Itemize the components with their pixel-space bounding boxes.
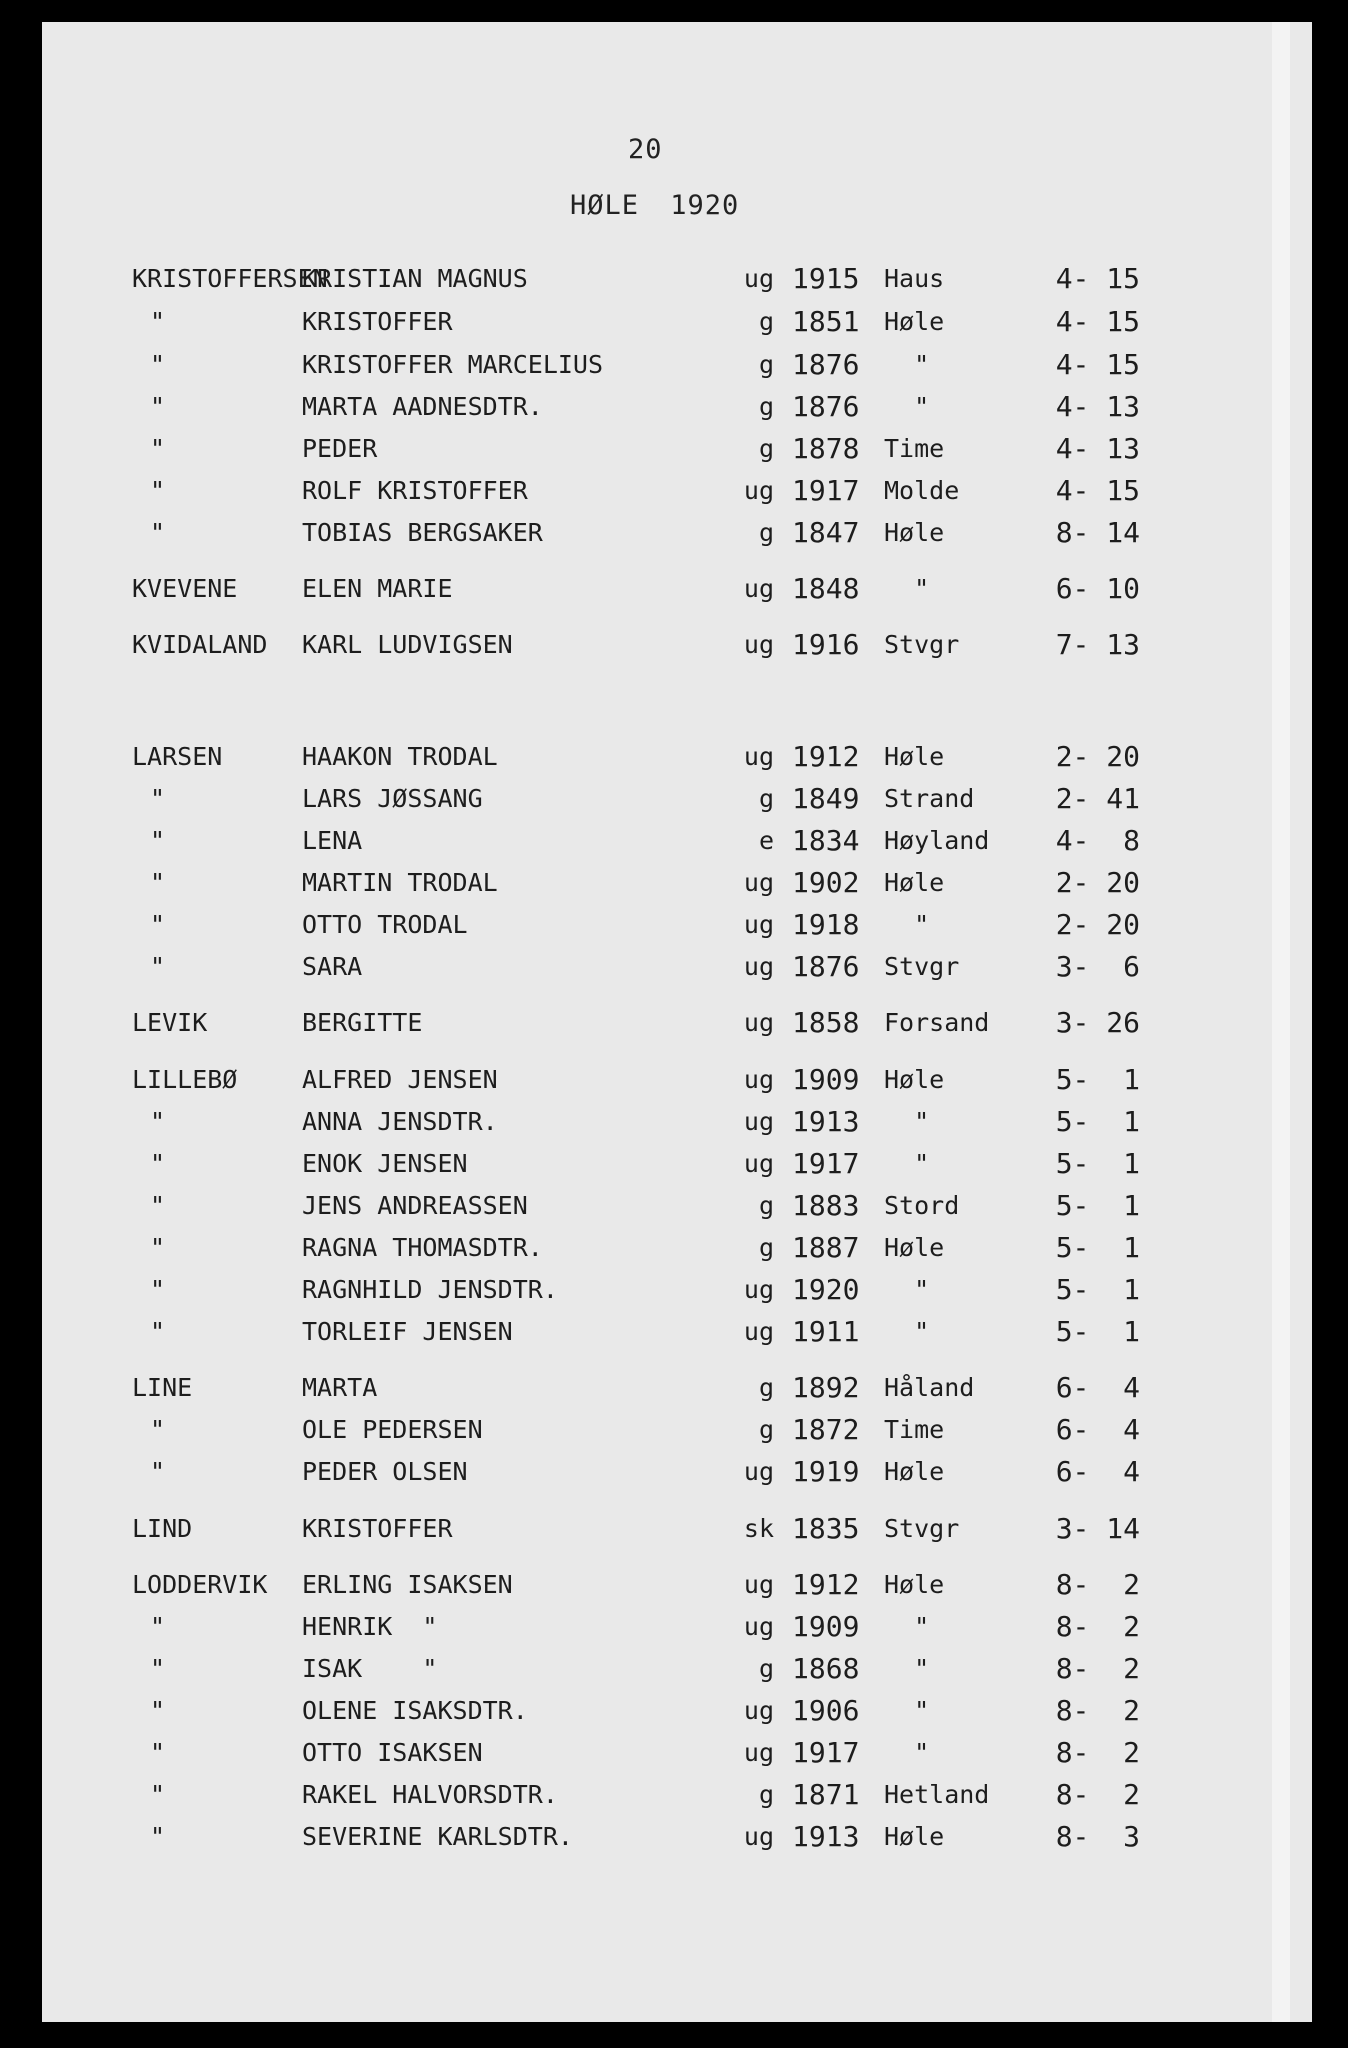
marital-status-cell: g (758, 784, 774, 813)
surname-cell: " (150, 1780, 166, 1809)
given-name-cell: ERLING ISAKSEN (302, 1570, 513, 1599)
marital-status-cell: g (758, 392, 774, 421)
page-number: 20 (628, 134, 663, 165)
marital-status-cell: g (758, 1373, 774, 1402)
marital-status-cell: g (758, 1780, 774, 1809)
given-name-cell: OLENE ISAKSDTR. (302, 1696, 528, 1725)
register-row (42, 348, 1312, 382)
location-cell: 5- 1 (1055, 1147, 1140, 1180)
birth-year-cell: 1876 (792, 950, 860, 983)
register-row (42, 572, 1312, 606)
location-cell: 5- 1 (1055, 1315, 1140, 1348)
surname-cell: " (150, 350, 166, 379)
surname-cell: " (150, 476, 166, 505)
register-row (42, 305, 1312, 339)
birth-year-cell: 1858 (792, 1006, 860, 1039)
surname-cell: " (150, 1696, 166, 1725)
register-row (42, 1273, 1312, 1307)
register-row (42, 1778, 1312, 1812)
birth-year-cell: 1911 (792, 1315, 860, 1348)
location-cell: 2- 41 (1055, 782, 1140, 815)
location-cell: 6- 4 (1055, 1371, 1140, 1404)
marital-status-cell: ug (743, 1822, 774, 1851)
location-cell: 5- 1 (1055, 1231, 1140, 1264)
register-row (42, 1063, 1312, 1097)
marital-status-cell: ug (743, 742, 774, 771)
marital-status-cell: ug (743, 910, 774, 939)
register-row (42, 950, 1312, 984)
birth-year-cell: 1851 (792, 305, 860, 338)
birthplace-cell: Haus (884, 264, 945, 293)
given-name-cell: OTTO ISAKSEN (302, 1738, 483, 1767)
register-row (42, 262, 1312, 296)
birthplace-cell: Hetland (884, 1780, 990, 1809)
marital-status-cell: sk (743, 1514, 774, 1543)
marital-status-cell: ug (743, 1317, 774, 1346)
location-cell: 4- 15 (1055, 348, 1140, 381)
register-row (42, 1006, 1312, 1040)
given-name-cell: KRISTOFFER (302, 1514, 453, 1543)
surname-cell: LILLEBØ (132, 1065, 238, 1094)
birth-year-cell: 1835 (792, 1512, 860, 1545)
birthplace-cell: " (884, 1654, 930, 1683)
birthplace-cell: " (884, 350, 930, 379)
given-name-cell: TORLEIF JENSEN (302, 1317, 513, 1346)
surname-cell: " (150, 1415, 166, 1444)
location-cell: 6- 4 (1055, 1455, 1140, 1488)
marital-status-cell: ug (743, 264, 774, 293)
birth-year-cell: 1909 (792, 1063, 860, 1096)
location-cell: 5- 1 (1055, 1063, 1140, 1096)
marital-status-cell: g (758, 434, 774, 463)
register-row (42, 1147, 1312, 1181)
birthplace-cell: " (884, 392, 930, 421)
register-row (42, 1652, 1312, 1686)
register-row (42, 1820, 1312, 1854)
given-name-cell: LARS JØSSANG (302, 784, 483, 813)
birthplace-cell: Høle (884, 1457, 945, 1486)
birthplace-cell: " (884, 574, 930, 603)
birth-year-cell: 1892 (792, 1371, 860, 1404)
marital-status-cell: ug (743, 1008, 774, 1037)
surname-cell: " (150, 1275, 166, 1304)
given-name-cell: TOBIAS BERGSAKER (302, 518, 543, 547)
birth-year-cell: 1871 (792, 1778, 860, 1811)
given-name-cell: MARTA AADNESDTR. (302, 392, 543, 421)
given-name-cell: OTTO TRODAL (302, 910, 468, 939)
birth-year-cell: 1909 (792, 1610, 860, 1643)
birth-year-cell: 1912 (792, 740, 860, 773)
location-cell: 5- 1 (1055, 1105, 1140, 1138)
marital-status-cell: ug (743, 1457, 774, 1486)
location-cell: 8- 2 (1055, 1694, 1140, 1727)
given-name-cell: PEDER OLSEN (302, 1457, 468, 1486)
birthplace-cell: Stvgr (884, 630, 960, 659)
given-name-cell: MARTIN TRODAL (302, 868, 498, 897)
given-name-cell: RAKEL HALVORSDTR. (302, 1780, 558, 1809)
given-name-cell: JENS ANDREASSEN (302, 1191, 528, 1220)
marital-status-cell: ug (743, 630, 774, 659)
surname-cell: " (150, 826, 166, 855)
marital-status-cell: g (758, 1191, 774, 1220)
surname-cell: KVIDALAND (132, 630, 268, 659)
birthplace-cell: Time (884, 1415, 945, 1444)
given-name-cell: KRISTOFFER (302, 307, 453, 336)
register-row (42, 908, 1312, 942)
marital-status-cell: ug (743, 1612, 774, 1641)
birthplace-cell: Høyland (884, 826, 990, 855)
birthplace-cell: Strand (884, 784, 975, 813)
marital-status-cell: ug (743, 1738, 774, 1767)
marital-status-cell: ug (743, 1107, 774, 1136)
surname-cell: " (150, 1233, 166, 1262)
birth-year-cell: 1915 (792, 262, 860, 295)
surname-cell: " (150, 392, 166, 421)
register-row (42, 1512, 1312, 1546)
location-cell: 8- 2 (1055, 1778, 1140, 1811)
birth-year-cell: 1887 (792, 1231, 860, 1264)
surname-cell: KVEVENE (132, 574, 238, 603)
birthplace-cell: " (884, 1696, 930, 1725)
surname-cell: " (150, 1822, 166, 1851)
surname-cell: " (150, 434, 166, 463)
location-cell: 8- 2 (1055, 1736, 1140, 1769)
register-row (42, 1231, 1312, 1265)
birthplace-cell: " (884, 1149, 930, 1178)
given-name-cell: KRISTOFFER MARCELIUS (302, 350, 604, 379)
location-cell: 3- 6 (1055, 950, 1140, 983)
marital-status-cell: g (758, 1654, 774, 1683)
birth-year-cell: 1917 (792, 1147, 860, 1180)
given-name-cell: SARA (302, 952, 363, 981)
birth-year-cell: 1876 (792, 348, 860, 381)
birth-year-cell: 1848 (792, 572, 860, 605)
surname-cell: " (150, 784, 166, 813)
surname-cell: " (150, 518, 166, 547)
given-name-cell: ELEN MARIE (302, 574, 453, 603)
surname-cell: " (150, 1107, 166, 1136)
birthplace-cell: Stvgr (884, 952, 960, 981)
birthplace-cell: " (884, 1317, 930, 1346)
document-title: HØLE 1920 (570, 190, 740, 221)
surname-cell: " (150, 1654, 166, 1683)
marital-status-cell: ug (743, 952, 774, 981)
surname-cell: LARSEN (132, 742, 223, 771)
birthplace-cell: Høle (884, 307, 945, 336)
marital-status-cell: g (758, 350, 774, 379)
register-row (42, 782, 1312, 816)
given-name-cell: SEVERINE KARLSDTR. (302, 1822, 573, 1851)
given-name-cell: PEDER (302, 434, 378, 463)
surname-cell: LIND (132, 1514, 193, 1543)
register-row (42, 474, 1312, 508)
surname-cell: " (150, 1738, 166, 1767)
birth-year-cell: 1834 (792, 824, 860, 857)
surname-cell: LINE (132, 1373, 193, 1402)
surname-cell: " (150, 307, 166, 336)
given-name-cell: OLE PEDERSEN (302, 1415, 483, 1444)
given-name-cell: KRISTIAN MAGNUS (302, 264, 528, 293)
surname-cell: " (150, 1612, 166, 1641)
birth-year-cell: 1917 (792, 474, 860, 507)
marital-status-cell: ug (743, 1065, 774, 1094)
register-row (42, 1105, 1312, 1139)
surname-cell: " (150, 868, 166, 897)
birth-year-cell: 1906 (792, 1694, 860, 1727)
register-row (42, 432, 1312, 466)
location-cell: 2- 20 (1055, 866, 1140, 899)
marital-status-cell: g (758, 307, 774, 336)
register-row (42, 1315, 1312, 1349)
birth-year-cell: 1920 (792, 1273, 860, 1306)
surname-cell: " (150, 1191, 166, 1220)
birth-year-cell: 1883 (792, 1189, 860, 1222)
surname-cell: LODDERVIK (132, 1570, 268, 1599)
marital-status-cell: g (758, 518, 774, 547)
birthplace-cell: " (884, 1275, 930, 1304)
surname-cell: " (150, 1317, 166, 1346)
birthplace-cell: Høle (884, 742, 945, 771)
given-name-cell: RAGNHILD JENSDTR. (302, 1275, 558, 1304)
surname-cell: " (150, 952, 166, 981)
location-cell: 2- 20 (1055, 908, 1140, 941)
register-row (42, 1568, 1312, 1602)
birth-year-cell: 1878 (792, 432, 860, 465)
location-cell: 3- 26 (1055, 1006, 1140, 1039)
birthplace-cell: Høle (884, 1233, 945, 1262)
register-row (42, 1371, 1312, 1405)
location-cell: 6- 4 (1055, 1413, 1140, 1446)
marital-status-cell: e (758, 826, 774, 855)
given-name-cell: BERGITTE (302, 1008, 423, 1037)
birthplace-cell: Høle (884, 1822, 945, 1851)
location-cell: 4- 15 (1055, 305, 1140, 338)
birthplace-cell: Håland (884, 1373, 975, 1402)
marital-status-cell: g (758, 1233, 774, 1262)
location-cell: 4- 13 (1055, 432, 1140, 465)
marital-status-cell: ug (743, 574, 774, 603)
surname-cell: " (150, 910, 166, 939)
given-name-cell: ENOK JENSEN (302, 1149, 468, 1178)
given-name-cell: ALFRED JENSEN (302, 1065, 498, 1094)
birth-year-cell: 1868 (792, 1652, 860, 1685)
register-row (42, 1736, 1312, 1770)
birth-year-cell: 1919 (792, 1455, 860, 1488)
birthplace-cell: Høle (884, 1065, 945, 1094)
birth-year-cell: 1913 (792, 1105, 860, 1138)
given-name-cell: RAGNA THOMASDTR. (302, 1233, 543, 1262)
surname-cell: " (150, 1149, 166, 1178)
location-cell: 8- 3 (1055, 1820, 1140, 1853)
location-cell: 4- 15 (1055, 262, 1140, 295)
marital-status-cell: g (758, 1415, 774, 1444)
surname-cell: LEVIK (132, 1008, 208, 1037)
marital-status-cell: ug (743, 1696, 774, 1725)
location-cell: 8- 2 (1055, 1610, 1140, 1643)
given-name-cell: ISAK " (302, 1654, 438, 1683)
birthplace-cell: Forsand (884, 1008, 990, 1037)
marital-status-cell: ug (743, 1570, 774, 1599)
marital-status-cell: ug (743, 476, 774, 505)
birthplace-cell: " (884, 1612, 930, 1641)
given-name-cell: HAAKON TRODAL (302, 742, 498, 771)
register-row (42, 1455, 1312, 1489)
register-row (42, 516, 1312, 550)
register-row (42, 1610, 1312, 1644)
birthplace-cell: Molde (884, 476, 960, 505)
birth-year-cell: 1913 (792, 1820, 860, 1853)
register-row (42, 1413, 1312, 1447)
location-cell: 8- 2 (1055, 1568, 1140, 1601)
location-cell: 8- 2 (1055, 1652, 1140, 1685)
birth-year-cell: 1872 (792, 1413, 860, 1446)
birth-year-cell: 1902 (792, 866, 860, 899)
birthplace-cell: Høle (884, 518, 945, 547)
location-cell: 7- 13 (1055, 628, 1140, 661)
given-name-cell: MARTA (302, 1373, 378, 1402)
register-row (42, 1694, 1312, 1728)
location-cell: 4- 15 (1055, 474, 1140, 507)
marital-status-cell: ug (743, 1149, 774, 1178)
given-name-cell: ROLF KRISTOFFER (302, 476, 528, 505)
location-cell: 5- 1 (1055, 1189, 1140, 1222)
birth-year-cell: 1847 (792, 516, 860, 549)
location-cell: 8- 14 (1055, 516, 1140, 549)
birth-year-cell: 1849 (792, 782, 860, 815)
birthplace-cell: Høle (884, 868, 945, 897)
birth-year-cell: 1918 (792, 908, 860, 941)
location-cell: 4- 8 (1055, 824, 1140, 857)
register-row (42, 866, 1312, 900)
document-page (42, 22, 1312, 2022)
location-cell: 4- 13 (1055, 390, 1140, 423)
birth-year-cell: 1916 (792, 628, 860, 661)
register-row (42, 740, 1312, 774)
surname-cell: KRISTOFFERSEN (132, 264, 328, 293)
birthplace-cell: " (884, 1738, 930, 1767)
birthplace-cell: Time (884, 434, 945, 463)
surname-cell: " (150, 1457, 166, 1486)
birth-year-cell: 1876 (792, 390, 860, 423)
birthplace-cell: Stvgr (884, 1514, 960, 1543)
register-row (42, 390, 1312, 424)
birthplace-cell: " (884, 910, 930, 939)
given-name-cell: ANNA JENSDTR. (302, 1107, 498, 1136)
marital-status-cell: ug (743, 868, 774, 897)
location-cell: 3- 14 (1055, 1512, 1140, 1545)
location-cell: 2- 20 (1055, 740, 1140, 773)
register-row (42, 628, 1312, 662)
birth-year-cell: 1912 (792, 1568, 860, 1601)
birthplace-cell: Høle (884, 1570, 945, 1599)
given-name-cell: HENRIK " (302, 1612, 438, 1641)
location-cell: 5- 1 (1055, 1273, 1140, 1306)
birthplace-cell: Stord (884, 1191, 960, 1220)
register-row (42, 824, 1312, 858)
given-name-cell: KARL LUDVIGSEN (302, 630, 513, 659)
register-row (42, 1189, 1312, 1223)
birthplace-cell: " (884, 1107, 930, 1136)
birth-year-cell: 1917 (792, 1736, 860, 1769)
given-name-cell: LENA (302, 826, 363, 855)
marital-status-cell: ug (743, 1275, 774, 1304)
location-cell: 6- 10 (1055, 572, 1140, 605)
